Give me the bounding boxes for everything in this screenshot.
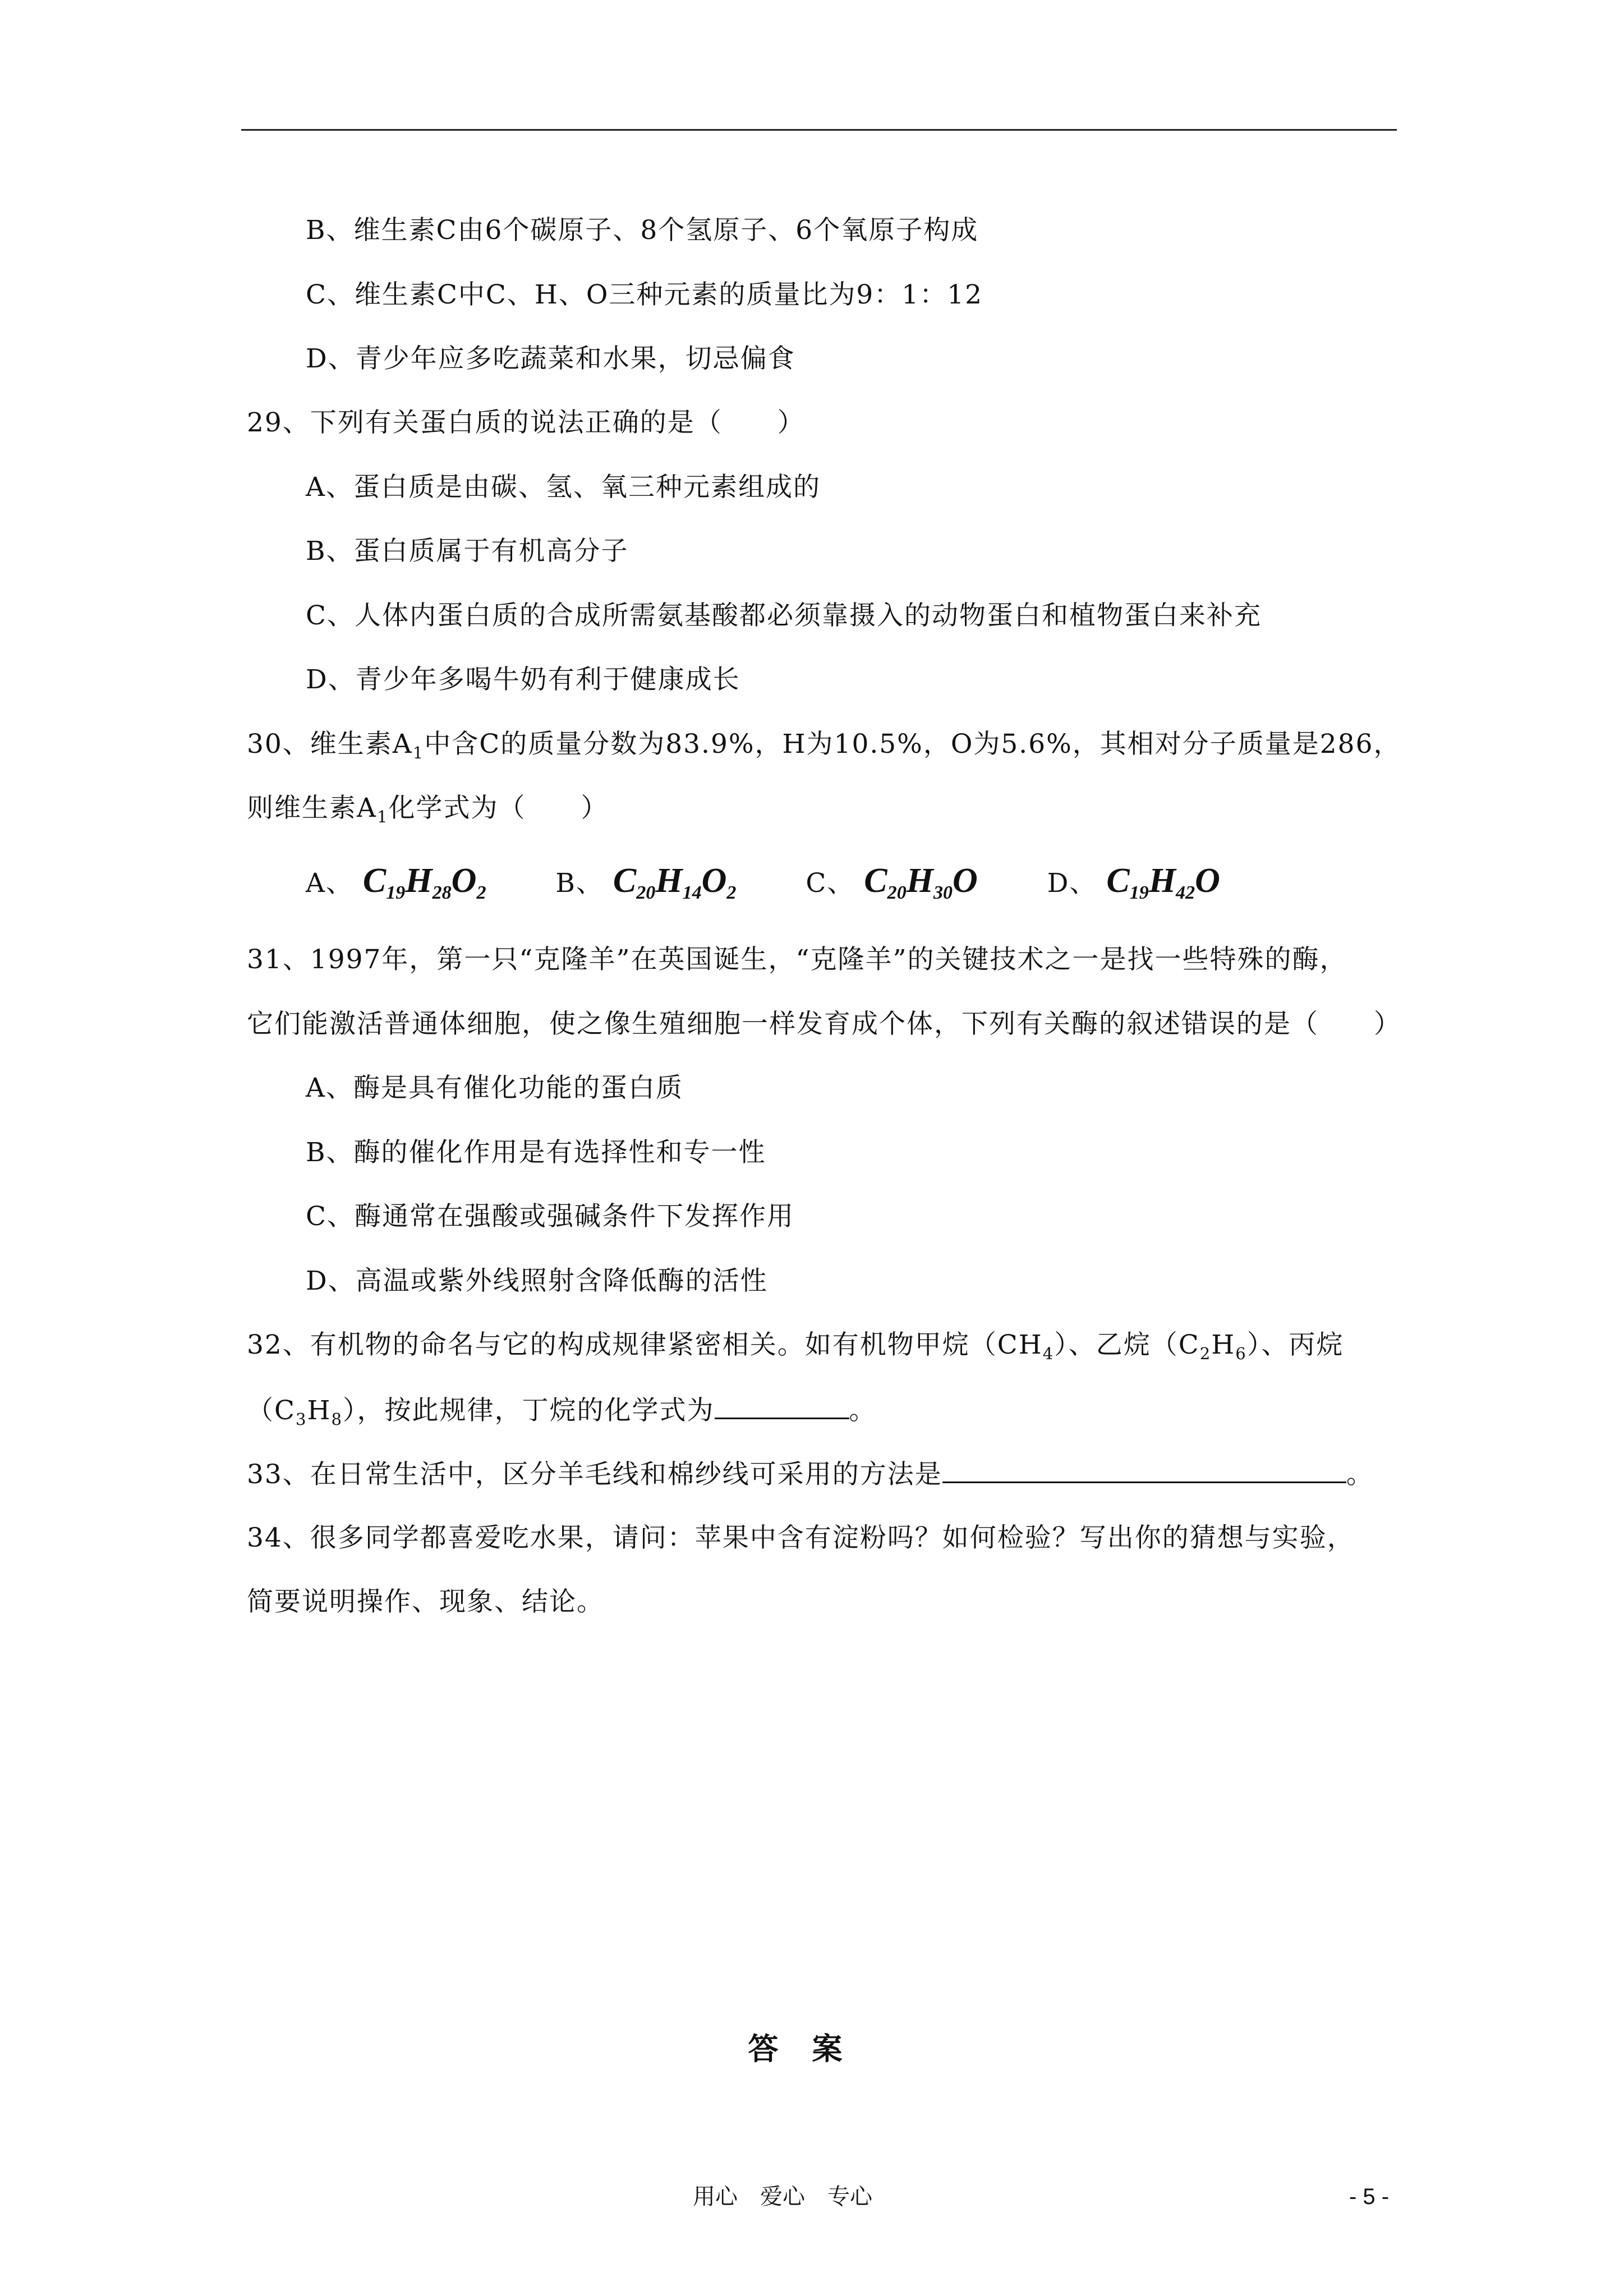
q32-answer-blank[interactable] <box>715 1393 849 1419</box>
answer-section-title: 答案 <box>748 2031 876 2067</box>
q33-stem: 33、在日常生活中，区分羊毛线和棉纱线可采用的方法是 。 <box>247 1457 1374 1492</box>
q30-option-b: B、 $C_{20}H_{14}O_2$ <box>555 862 737 903</box>
q29-option-d: D、青少年多喝牛奶有利于健康成长 <box>306 664 740 695</box>
page-number: - 5 - <box>1349 2184 1390 2209</box>
q30-stem-line2: 则维生素$A_1$化学式为（ ） <box>247 793 609 827</box>
q28-option-b: B、维生素C由6个碳原子、8个氢原子、6个氧原子构成 <box>306 215 979 246</box>
q29-option-c: C、人体内蛋白质的合成所需氨基酸都必须靠摄入的动物蛋白和植物蛋白来补充 <box>306 600 1262 631</box>
q33-answer-blank[interactable] <box>942 1457 1346 1483</box>
q31-stem-line2: 它们能激活普通体细胞，使之像生殖细胞一样发育成个体，下列有关酶的叙述错误的是（ ） <box>247 1009 1401 1039</box>
q29-stem: 29、下列有关蛋白质的说法正确的是（ ） <box>247 407 805 438</box>
footer-slogan: 用心 爱心 专心 <box>693 2184 872 2209</box>
q34-stem-line1: 34、很多同学都喜爱吃水果，请问：苹果中含有淀粉吗？如何检验？写出你的猜想与实验， <box>247 1522 1355 1553</box>
q31-option-d: D、高温或紫外线照射含降低酶的活性 <box>306 1266 768 1296</box>
q31-option-c: C、酶通常在强酸或强碱条件下发挥作用 <box>306 1201 794 1232</box>
q30-stem-line1: 30、维生素$A_1$中含C的质量分数为83.9%，H为10.5%，O为5.6%，其相对分子质量是286， <box>247 729 1401 763</box>
q31-option-b: B、酶的催化作用是有选择性和专一性 <box>306 1137 766 1168</box>
q30-option-a: A、 $C_{19}H_{28}O_2$ <box>306 862 486 903</box>
q28-option-d: D、青少年应多吃蔬菜和水果，切忌偏食 <box>306 343 795 374</box>
header-rule <box>241 129 1397 131</box>
q30-options <box>306 858 1220 903</box>
q29-option-b: B、蛋白质属于有机高分子 <box>306 536 629 567</box>
q30-option-d: D、 $C_{19}H_{42}O$ <box>1047 862 1220 903</box>
q32-stem-line2: $(C_3H_8)$，按此规律，丁烷的化学式为 。 <box>247 1393 877 1428</box>
q31-option-a: A、酶是具有催化功能的蛋白质 <box>306 1073 683 1103</box>
q29-option-a: A、蛋白质是由碳、氢、氧三种元素组成的 <box>306 472 821 503</box>
q32-stem-line1: 32、有机物的命名与它的构成规律紧密相关。如有机物甲烷$(CH_4)$、乙烷$(C_2H_6)$、丙烷 <box>247 1329 1344 1364</box>
q30-option-c: C、 $C_{20}H_{30}O$ <box>806 862 978 903</box>
q28-option-c: C、维生素C中C、H、O三种元素的质量比为9：1：12 <box>306 279 983 310</box>
q31-stem-line1: 31、1997年，第一只“克隆羊”在英国诞生，“克隆羊”的关键技术之一是找一些特殊的酶， <box>247 944 1347 975</box>
q34-stem-line2: 简要说明操作、现象、结论。 <box>247 1586 604 1617</box>
